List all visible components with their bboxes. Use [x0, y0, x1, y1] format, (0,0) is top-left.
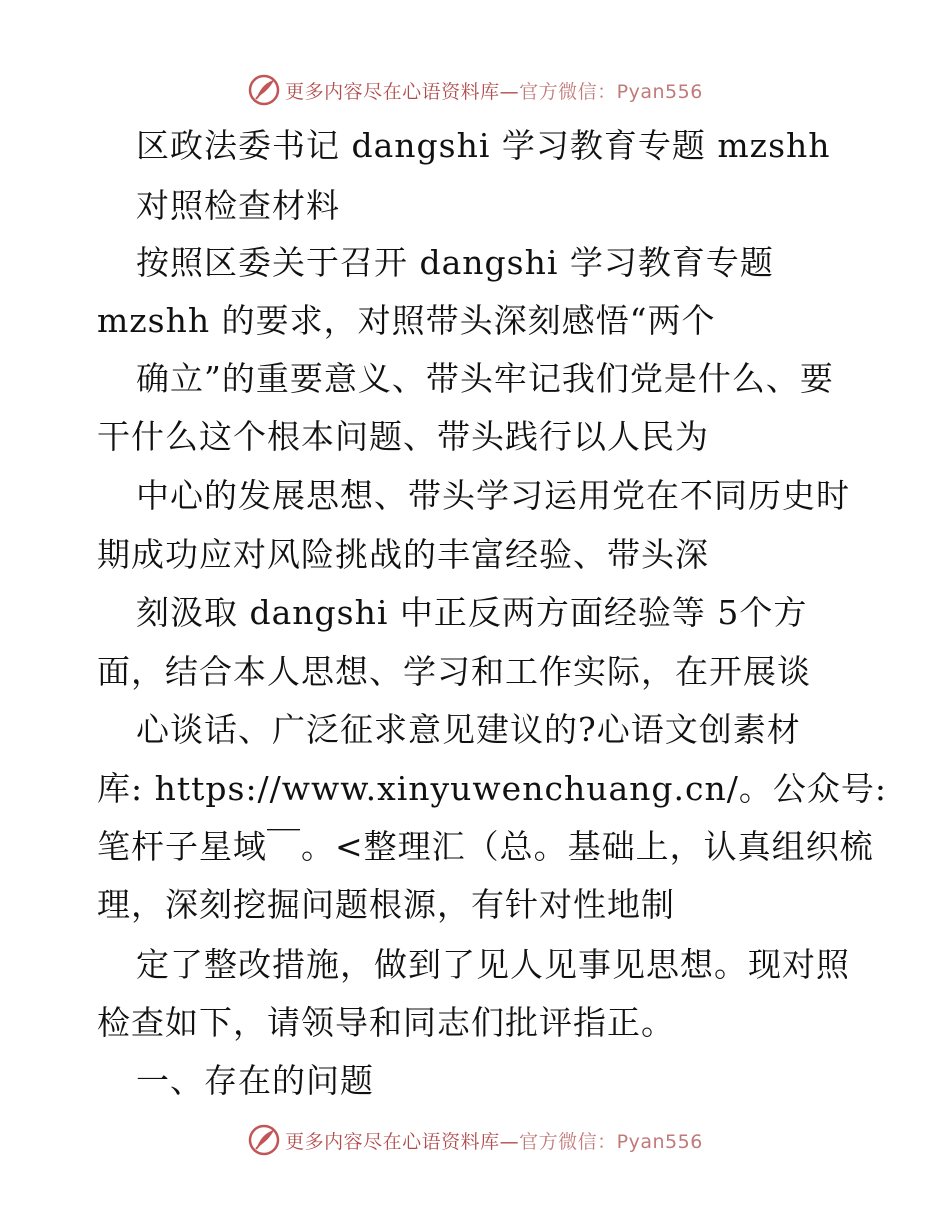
header-watermark [0, 70, 950, 110]
paragraph-line: 确立”的重要意义、带头牢记我们党是什么、要 [136, 359, 834, 398]
paragraph-line: 定了整改措施，做到了见人见事见思想。现对照 [136, 945, 850, 984]
paragraph-line: 心谈话、广泛征求意见建议的?心语文创素材 [136, 710, 801, 749]
paragraph-line: 期成功应对风险挑战的丰富经验、带头深 [97, 535, 709, 574]
header-watermark-text: 更多内容尽在心语资料库— [285, 80, 520, 103]
footer-watermark [0, 1120, 950, 1160]
paragraph-line: 库: https://www.xinyuwenchuang.cn/。公众号: [97, 769, 887, 808]
paragraph-line: 理，深刻挖掘问题根源，有针对性地制 [97, 885, 675, 924]
section-heading: 一、存在的问题 [136, 1061, 374, 1100]
paragraph-line: 笔杆子星域￣。<整理汇（总。基础上，认真组织梳 [97, 827, 874, 866]
header-watermark-wechat: 官方微信：Pyan556 [519, 80, 703, 103]
paragraph-line: 按照区委关于召开 dangshi 学习教育专题 [136, 243, 774, 282]
footer-watermark-wechat: 官方微信：Pyan556 [519, 1130, 703, 1153]
doc-title-line-1: 区政法委书记 dangshi 学习教育专题 mzshh [136, 126, 831, 165]
paragraph-line: 刻汲取 dangshi 中正反两方面经验等 5个方 [136, 593, 808, 632]
paragraph-line: 中心的发展思想、带头学习运用党在不同历史时 [136, 476, 850, 515]
doc-title-line-2: 对照检查材料 [136, 186, 340, 225]
paragraph-line: 面，结合本人思想、学习和工作实际，在开展谈 [97, 652, 811, 691]
footer-watermark-text: 更多内容尽在心语资料库— [285, 1130, 520, 1153]
paragraph-line: mzshh 的要求，对照带头深刻感悟“两个 [97, 301, 716, 340]
feather-pen-logo-icon [247, 73, 281, 107]
paragraph-line: 干什么这个根本问题、带头践行以人民为 [97, 417, 709, 456]
paragraph-line: 检查如下，请领导和同志们批评指正。 [97, 1003, 675, 1042]
feather-pen-logo-icon [247, 1123, 281, 1157]
